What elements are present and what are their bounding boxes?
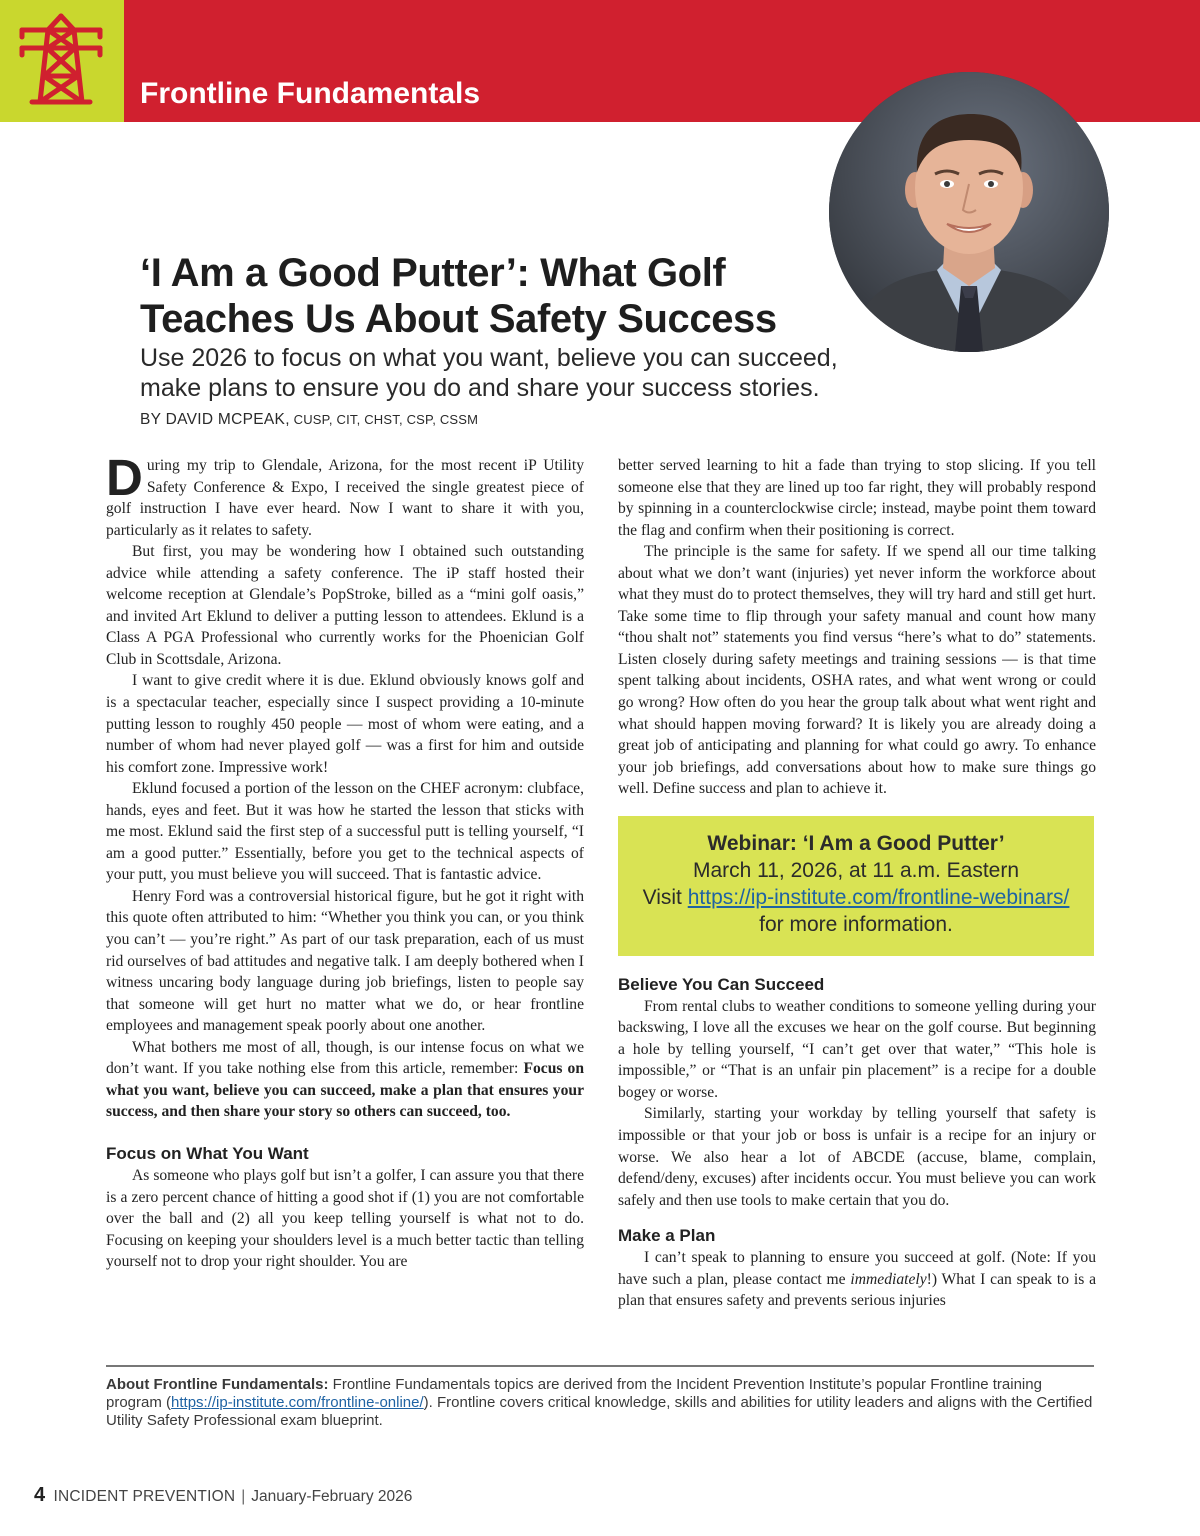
paragraph: Eklund focused a portion of the lesson on the CHEF acronym: clubface, hands, eyes and feet. But it was how he started the lesson that sticks with me most. Eklund said the first step of a successful putt is telling yourself, “I am a good putter.” Essentially, before you get to the technical aspects of your putt, you must believe you will succeed. That is fantastic advice.: [106, 780, 584, 884]
paragraph-text: What bothers me most of all, though, is our intense focus on what we don’t want. If you take nothing else from this article, remember:: [106, 1038, 584, 1078]
paragraph: But first, you may be wondering how I obtained such outstanding advice while attending a safety conference. The iP staff hosted their welcome reception at Glendale’s PopStroke, billed as a “mini golf oasis,” and invited Art Eklund to deliver a putting lesson to attendees. Eklund is a Class A PGA Professional who currently works for the Phoenician Golf Club in Scottsdale, Arizona.: [106, 543, 584, 668]
footer-separator: |: [241, 1488, 246, 1505]
drop-cap: D: [106, 449, 143, 506]
page-footer: [34, 1484, 412, 1507]
byline-name: BY DAVID MCPEAK,: [140, 411, 290, 428]
paragraph: I want to give credit where it is due. Eklund obviously knows golf and is a spectacular teacher, especially since I suspect providing a 10-minute putting lesson to roughly 450 people — most of whom were eating, and a number of whom had never played golf — was a first for him and outside his comfort zone. Impressive work!: [106, 672, 584, 776]
issue-date: January-February 2026: [251, 1488, 413, 1505]
paragraph: Similarly, starting your workday by telling yourself that safety is impossible or that your job or boss is unfair is a recipe for an injury or worse. We also hear a lot of ABCDE (accuse, blame, complain, defend/deny, excuses) after incidents occur. You must believe you can work safely and then use tools to make certain that you do.: [618, 1105, 1096, 1209]
body-column-left: [106, 449, 584, 1273]
paragraph: [106, 1037, 584, 1123]
subhead-believe: Believe You Can Succeed: [618, 974, 825, 994]
webinar-more-info: for more information.: [759, 912, 953, 936]
about-frontline: [106, 1376, 1096, 1430]
paragraph: [106, 449, 584, 541]
paragraph-text: uring my trip to Glendale, Arizona, for the most recent iP Utility Safety Conference & Expo, I received the single greatest piece of golf instruction I have ever heard. Now I want to share it with you, particularly as it relates to safety.: [106, 457, 584, 539]
about-divider: [106, 1365, 1094, 1367]
paragraph: Henry Ford was a controversial historical figure, but he got it right with this quote often attributed to him: “Whether you think you can, or you think you can’t — you’re right.” As part of our task preparation, each of us must rid ourselves of bad attitudes and negative talk. I am deeply bothered when I witness uncaring body language during job briefings, listen to people say that someone will get hurt no matter what we do, or hear frontline employees and management speak poorly about one another.: [106, 887, 584, 1035]
about-text: ). Frontline covers critical knowledge, skills and abilities for utility leaders and aligns with the Certified Utility Safety Professional exam blueprint.: [106, 1394, 1093, 1429]
about-text: Frontline Fundamentals topics are derived from the Incident Prevention Institute’s popular Frontline training program (: [106, 1376, 1042, 1411]
paragraph-text: I can’t speak to planning to ensure you succeed at golf. (Note: If you have such a plan, please contact me: [618, 1249, 1096, 1288]
about-link[interactable]: https://ip-institute.com/frontline-online/: [171, 1394, 424, 1411]
section-title: [140, 74, 480, 114]
webinar-visit-label: Visit: [642, 885, 688, 909]
section-title-bold: Frontline: [140, 77, 269, 110]
body-column-right: [618, 455, 1096, 1312]
page-number: 4: [34, 1484, 46, 1506]
article-dek: Use 2026 to focus on what you want, believe you can succeed, make plans to ensure you do and share your success stories.: [140, 344, 838, 402]
article-title: ‘I Am a Good Putter’: What Golf Teaches Us About Safety Success: [140, 251, 777, 341]
paragraph: better served learning to hit a fade than trying to stop slicing. If you tell someone else that they are lined up too far right, they will probably respond by spinning in a counterclockwise circle; instead, maybe point them toward the flag and confirm when their positioning is correct.: [618, 457, 1096, 539]
webinar-title: Webinar: ‘I Am a Good Putter’: [707, 831, 1005, 855]
paragraph: [618, 1247, 1096, 1312]
paragraph: From rental clubs to weather conditions to someone yelling during your backswing, I love all the excuses we hear on the golf course. But beginning a hole by telling yourself, “I can’t get over that water,” “This hole is impossible,” or “That is an unfair pin placement” is a recipe for a double bogey or worse.: [618, 997, 1096, 1101]
webinar-visit-line: [618, 884, 1094, 911]
webinar-date: March 11, 2026, at 11 a.m. Eastern: [692, 858, 1020, 882]
author-portrait-image: [829, 72, 1109, 352]
webinar-link[interactable]: https://ip-institute.com/frontline-webinars/: [687, 885, 1070, 909]
byline-credentials: CUSP, CIT, CHST, CSP, CSSM: [289, 412, 479, 427]
subhead-plan: Make a Plan: [618, 1226, 716, 1246]
power-tower-icon: [18, 12, 104, 108]
paragraph: The principle is the same for safety. If we spend all our time talking about what we don’t want (injuries) yet never inform the workforce about what they must do to protect themselves, they will try hard and still get hurt. Take some time to flip through your safety manual and count how many “thou shalt not” statements you find versus “here’s what to do” statements. Listen closely during safety meetings and training sessions — is that time spent talking about incidents, OSHA rates, and what went wrong or could go wrong? How often do you hear the group talk about what went right and what should happen moving forward? It is likely you are already doing a great job of anticipating and planning for what could go awry. To enhance your job briefings, add conversations about how to make sure things go well. Define success and plan to achieve it.: [618, 543, 1096, 798]
author-portrait: [829, 72, 1109, 352]
byline: [140, 411, 478, 429]
emphasis: immediately: [850, 1270, 927, 1288]
section-title-rest: Fundamentals: [268, 77, 481, 110]
magazine-name: INCIDENT PREVENTION: [53, 1488, 236, 1505]
section-icon-block: [0, 0, 124, 122]
paragraph-text: !) What I can speak to is a plan that ensures safety and prevents serious injuries: [618, 1270, 1096, 1310]
key-takeaway: Focus on what you want, believe you can succeed, make a plan that ensures your success, and then share your story so others can succeed, too.: [106, 1060, 584, 1121]
webinar-callout: [618, 816, 1094, 956]
about-label: About Frontline Fundamentals:: [106, 1376, 329, 1393]
subhead-focus: Focus on What You Want: [106, 1143, 309, 1163]
paragraph: As someone who plays golf but isn’t a golfer, I can assure you that there is a zero percent chance of hitting a good shot if (1) you are not comfortable over the ball and (2) all you keep telling yourself is what not to do. Focusing on keeping your shoulders level is a much better tactic than telling yourself not to drop your right shoulder. You are: [106, 1166, 584, 1271]
